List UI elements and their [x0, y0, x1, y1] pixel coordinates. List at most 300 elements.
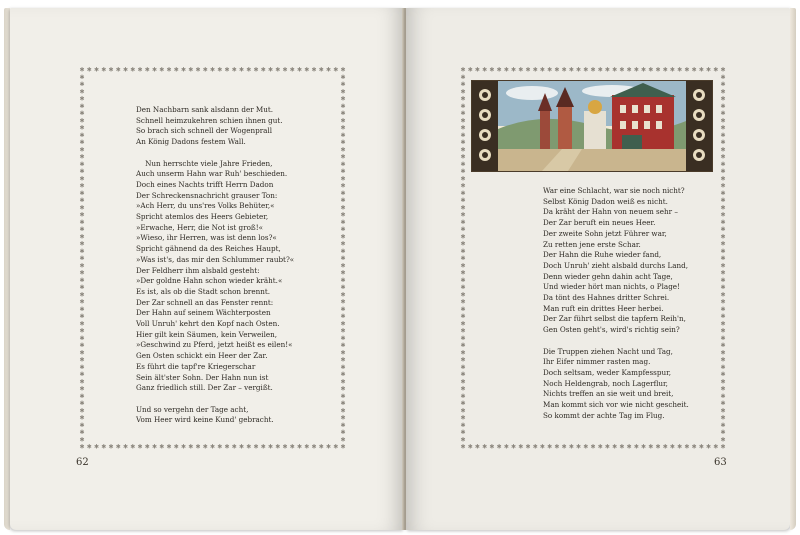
frame-star: ✱ — [460, 247, 466, 255]
poem-line: Es ist, als ob die Stadt schon brennt. — [136, 286, 271, 296]
frame-star: ✱ — [79, 291, 85, 299]
frame-star: ✱ — [340, 255, 346, 262]
frame-star: ✱ — [159, 443, 165, 451]
frame-star: ✱ — [304, 443, 310, 451]
frame-star: ✱ — [597, 443, 603, 451]
frame-star: ✱ — [267, 443, 274, 451]
frame-star: ✱ — [137, 443, 143, 451]
frame-star: ✱ — [460, 88, 466, 96]
frame-star: ✱ — [720, 131, 726, 139]
frame-star: ✱ — [460, 73, 466, 81]
frame-star: ✱ — [720, 146, 726, 154]
frame-star: ✱ — [79, 175, 85, 183]
frame-star: ✱ — [460, 313, 466, 320]
frame-star: ✱ — [79, 414, 85, 422]
frame-star: ✱ — [333, 66, 339, 74]
frame-star: ✱ — [489, 443, 495, 451]
frame-star: ✱ — [275, 443, 281, 451]
frame-star: ✱ — [166, 443, 172, 451]
frame-star: ✱ — [159, 66, 165, 74]
frame-star: ✱ — [289, 66, 295, 74]
poem-line: Der Hahn die Ruhe wieder fand, — [543, 250, 662, 260]
frame-star: ✱ — [340, 421, 346, 429]
frame-star: ✱ — [547, 66, 553, 74]
frame-star: ✱ — [720, 349, 726, 357]
frame-star: ✱ — [604, 66, 610, 74]
frame-star: ✱ — [576, 66, 582, 74]
frame-star: ✱ — [460, 131, 466, 139]
frame-star: ✱ — [460, 189, 466, 197]
frame-star: ✱ — [340, 146, 346, 154]
frame-star: ✱ — [460, 197, 466, 204]
frame-star: ✱ — [698, 66, 704, 74]
frame-star: ✱ — [340, 168, 346, 175]
poem-line: Der Zar beruft ein neues Heer. — [543, 218, 656, 228]
frame-star: ✱ — [633, 443, 639, 451]
frame-star: ✱ — [677, 66, 683, 74]
frame-star: ✱ — [576, 443, 582, 451]
frame-star: ✱ — [460, 168, 466, 175]
frame-star: ✱ — [720, 429, 726, 436]
frame-star: ✱ — [460, 182, 466, 190]
frame-star: ✱ — [79, 443, 85, 451]
frame-star: ✱ — [532, 66, 538, 74]
frame-star: ✱ — [311, 66, 317, 74]
frame-star: ✱ — [539, 66, 545, 74]
frame-star: ✱ — [340, 102, 346, 110]
frame-star: ✱ — [209, 443, 216, 451]
frame-star: ✱ — [93, 443, 100, 451]
poem-line: Der Hahn auf seinem Wächterposten — [136, 308, 271, 318]
frame-star: ✱ — [460, 320, 466, 328]
frame-star: ✱ — [583, 66, 589, 74]
poem-line: Nun herrschte viele Jahre Frieden, — [136, 158, 273, 168]
frame-star: ✱ — [340, 436, 346, 444]
frame-star: ✱ — [79, 378, 85, 386]
frame-star: ✱ — [340, 182, 346, 190]
frame-star: ✱ — [209, 66, 216, 74]
frame-star: ✱ — [79, 342, 85, 349]
poem-line: »Der goldne Hahn schon wieder kräht.« — [136, 276, 283, 286]
frame-star: ✱ — [662, 443, 668, 451]
poem-line: Ganz friedlich still. Der Zar – vergißt. — [136, 383, 273, 393]
poem-line: Doch eines Nachts trifft Herrn Dadon — [136, 179, 274, 189]
frame-star: ✱ — [460, 240, 466, 248]
frame-star: ✱ — [86, 66, 92, 74]
poem-line: Spricht gähnend da des Reiches Haupt, — [136, 244, 281, 254]
frame-star: ✱ — [79, 153, 85, 161]
frame-star: ✱ — [246, 443, 252, 451]
frame-star: ✱ — [720, 385, 726, 393]
frame-star: ✱ — [340, 305, 346, 313]
frame-star: ✱ — [460, 160, 466, 168]
frame-star: ✱ — [590, 443, 596, 451]
poem-line: So brach sich schnell der Wogenprall — [136, 126, 273, 136]
frame-star: ✱ — [79, 400, 85, 407]
frame-star: ✱ — [460, 233, 466, 241]
frame-star: ✱ — [460, 371, 466, 378]
poem-line: Der Schreckensnachricht grauser Ton: — [136, 190, 278, 200]
frame-star: ✱ — [202, 443, 208, 451]
frame-star: ✱ — [460, 378, 466, 386]
frame-star: ✱ — [619, 443, 625, 451]
frame-star: ✱ — [460, 327, 466, 335]
frame-star: ✱ — [720, 269, 726, 277]
frame-star: ✱ — [590, 66, 596, 74]
frame-star: ✱ — [677, 443, 683, 451]
frame-star: ✱ — [79, 168, 85, 175]
frame-star: ✱ — [101, 66, 107, 74]
frame-star: ✱ — [460, 291, 466, 299]
frame-star: ✱ — [720, 342, 726, 349]
frame-star: ✱ — [720, 168, 726, 175]
frame-star: ✱ — [669, 66, 675, 74]
frame-star: ✱ — [173, 66, 179, 74]
frame-star: ✱ — [720, 305, 726, 313]
frame-star: ✱ — [130, 443, 136, 451]
frame-star: ✱ — [460, 429, 466, 436]
frame-star: ✱ — [253, 66, 259, 74]
frame-star: ✱ — [173, 443, 179, 451]
frame-star: ✱ — [460, 356, 466, 364]
frame-star: ✱ — [340, 233, 346, 241]
poem-line: Noch Heldengrab, noch Lagerflur, — [543, 378, 668, 388]
frame-star: ✱ — [79, 117, 85, 125]
frame-star: ✱ — [568, 66, 574, 74]
frame-star: ✱ — [720, 320, 726, 328]
frame-star: ✱ — [706, 66, 712, 74]
poem-line: So kommt der achte Tag im Flug. — [543, 410, 665, 420]
frame-star: ✱ — [151, 443, 158, 451]
frame-star: ✱ — [260, 443, 266, 451]
frame-star: ✱ — [460, 81, 466, 88]
frame-star: ✱ — [180, 443, 187, 451]
frame-star: ✱ — [79, 371, 85, 378]
frame-star: ✱ — [460, 255, 466, 262]
frame-star: ✱ — [130, 66, 136, 74]
frame-star: ✱ — [340, 95, 346, 103]
frame-star: ✱ — [503, 443, 509, 451]
poem-line: Sein ält'ster Sohn. Der Hahn nun ist — [136, 372, 269, 382]
frame-star: ✱ — [79, 320, 85, 328]
frame-star: ✱ — [720, 81, 726, 88]
frame-star: ✱ — [720, 95, 726, 103]
frame-star: ✱ — [561, 443, 567, 451]
frame-star: ✱ — [518, 443, 524, 451]
frame-star: ✱ — [79, 226, 85, 233]
frame-star: ✱ — [122, 443, 129, 451]
poem-line: Und so vergehn der Tage acht, — [136, 404, 249, 414]
frame-star: ✱ — [238, 66, 245, 74]
frame-star: ✱ — [108, 66, 114, 74]
frame-star: ✱ — [474, 443, 480, 451]
frame-star: ✱ — [720, 400, 726, 407]
frame-star: ✱ — [641, 66, 647, 74]
frame-star: ✱ — [79, 146, 85, 154]
frame-star: ✱ — [340, 284, 346, 291]
frame-star: ✱ — [460, 218, 466, 226]
frame-star: ✱ — [318, 443, 324, 451]
frame-star: ✱ — [340, 66, 346, 74]
frame-star: ✱ — [79, 81, 85, 88]
frame-star: ✱ — [340, 327, 346, 335]
frame-star: ✱ — [720, 175, 726, 183]
poem-line: »Geschwind zu Pferd, jetzt heißt es eilen!« — [136, 340, 293, 350]
frame-star: ✱ — [340, 175, 346, 183]
frame-star: ✱ — [720, 102, 726, 110]
frame-star: ✱ — [482, 443, 488, 451]
frame-star: ✱ — [79, 305, 85, 313]
frame-star: ✱ — [340, 131, 346, 139]
poem-line: Spricht atemlos des Heers Gebieter, — [136, 212, 269, 222]
frame-star: ✱ — [340, 139, 346, 146]
frame-star: ✱ — [325, 66, 332, 74]
frame-star: ✱ — [503, 66, 509, 74]
frame-star: ✱ — [460, 226, 466, 233]
frame-star: ✱ — [460, 117, 466, 125]
frame-star: ✱ — [93, 66, 100, 74]
poem-line: »Erwache, Herr, die Not ist groß!« — [136, 222, 264, 232]
frame-star: ✱ — [525, 443, 531, 451]
frame-star: ✱ — [304, 66, 310, 74]
frame-star: ✱ — [720, 262, 726, 270]
frame-star: ✱ — [626, 443, 632, 451]
frame-star: ✱ — [460, 175, 466, 183]
frame-star: ✱ — [648, 66, 654, 74]
frame-star: ✱ — [79, 429, 85, 436]
frame-star: ✱ — [460, 298, 466, 306]
frame-star: ✱ — [720, 298, 726, 306]
frame-star: ✱ — [720, 363, 726, 371]
frame-star: ✱ — [340, 204, 346, 212]
poem-line: Ihr Eifer nimmer rasten mag. — [543, 357, 651, 367]
frame-star: ✱ — [720, 189, 726, 197]
frame-star: ✱ — [79, 160, 85, 168]
poem-line: »Wieso, ihr Herren, was ist denn los?« — [136, 233, 277, 243]
frame-star: ✱ — [633, 66, 639, 74]
frame-star: ✱ — [79, 421, 85, 429]
frame-star: ✱ — [518, 66, 524, 74]
frame-star: ✱ — [720, 291, 726, 299]
frame-star: ✱ — [79, 284, 85, 291]
frame-star: ✱ — [720, 153, 726, 161]
frame-star: ✱ — [79, 392, 85, 400]
frame-star: ✱ — [340, 342, 346, 349]
frame-star: ✱ — [267, 66, 274, 74]
frame-star: ✱ — [340, 240, 346, 248]
frame-star: ✱ — [720, 247, 726, 255]
frame-star: ✱ — [282, 443, 288, 451]
frame-star: ✱ — [79, 211, 85, 219]
frame-star: ✱ — [231, 66, 237, 74]
stanza-gap — [136, 394, 294, 405]
frame-star: ✱ — [467, 66, 473, 74]
frame-star: ✱ — [460, 414, 466, 422]
frame-star: ✱ — [460, 95, 466, 103]
frame-star: ✱ — [238, 443, 245, 451]
frame-star: ✱ — [333, 443, 339, 451]
poem-line: Der zweite Sohn jetzt Führer war, — [543, 228, 667, 238]
page-number-left: 62 — [76, 457, 89, 468]
frame-star: ✱ — [79, 124, 85, 132]
frame-star: ✱ — [612, 66, 618, 74]
frame-star: ✱ — [720, 226, 726, 233]
poem-line: Selbst König Dadon weiß es nicht. — [543, 196, 668, 206]
frame-star: ✱ — [340, 291, 346, 299]
frame-star: ✱ — [340, 385, 346, 393]
frame-star: ✱ — [460, 363, 466, 371]
frame-star: ✱ — [720, 88, 726, 96]
poem-line: Hier gilt kein Säumen, kein Verweilen, — [136, 329, 278, 339]
frame-star: ✱ — [296, 443, 303, 451]
frame-star: ✱ — [460, 276, 466, 284]
frame-star: ✱ — [583, 443, 589, 451]
frame-star: ✱ — [340, 73, 346, 81]
frame-star: ✱ — [79, 247, 85, 255]
frame-star: ✱ — [460, 269, 466, 277]
frame-star: ✱ — [720, 392, 726, 400]
frame-star: ✱ — [340, 356, 346, 364]
frame-star: ✱ — [325, 443, 332, 451]
frame-star: ✱ — [144, 443, 150, 451]
right-page-poem — [543, 186, 689, 421]
frame-star: ✱ — [340, 349, 346, 357]
frame-star: ✱ — [619, 66, 625, 74]
frame-star: ✱ — [180, 66, 187, 74]
frame-star: ✱ — [511, 443, 517, 451]
frame-star: ✱ — [720, 421, 726, 429]
frame-star: ✱ — [720, 334, 726, 342]
poem-line: Schnell heimzukehren schien ihnen gut. — [136, 115, 283, 125]
poem-line: An König Dadons festem Wall. — [136, 137, 246, 147]
frame-star: ✱ — [720, 160, 726, 168]
frame-star: ✱ — [460, 110, 466, 117]
frame-star: ✱ — [720, 211, 726, 219]
frame-star: ✱ — [188, 66, 194, 74]
frame-star: ✱ — [79, 110, 85, 117]
frame-star: ✱ — [340, 117, 346, 125]
frame-star: ✱ — [340, 218, 346, 226]
frame-star: ✱ — [340, 407, 346, 415]
frame-star: ✱ — [460, 342, 466, 349]
illustration-image — [472, 81, 712, 171]
frame-star: ✱ — [246, 66, 252, 74]
frame-star: ✱ — [289, 443, 295, 451]
town-illustration — [471, 80, 713, 172]
frame-star: ✱ — [511, 66, 517, 74]
frame-star: ✱ — [340, 320, 346, 328]
frame-star: ✱ — [460, 102, 466, 110]
frame-star: ✱ — [188, 443, 194, 451]
frame-star: ✱ — [720, 255, 726, 262]
frame-star: ✱ — [79, 327, 85, 335]
frame-star: ✱ — [340, 189, 346, 197]
frame-star: ✱ — [79, 218, 85, 226]
frame-star: ✱ — [720, 73, 726, 81]
page-number-right: 63 — [714, 457, 727, 468]
frame-star: ✱ — [597, 66, 603, 74]
frame-star: ✱ — [460, 385, 466, 393]
frame-star: ✱ — [713, 66, 719, 74]
frame-star: ✱ — [79, 436, 85, 444]
frame-star: ✱ — [340, 276, 346, 284]
frame-star: ✱ — [108, 443, 114, 451]
frame-star: ✱ — [79, 298, 85, 306]
frame-star: ✱ — [684, 443, 690, 451]
poem-line: Denn wieder gehn dahin acht Tage, — [543, 271, 673, 281]
frame-star: ✱ — [720, 240, 726, 248]
poem-line: Doch Unruh' zieht alsbald durchs Land, — [543, 260, 689, 270]
frame-star: ✱ — [496, 66, 502, 74]
frame-star: ✱ — [460, 211, 466, 219]
frame-star: ✱ — [79, 313, 85, 320]
frame-star: ✱ — [720, 117, 726, 125]
frame-star: ✱ — [340, 269, 346, 277]
frame-star: ✱ — [482, 66, 488, 74]
poem-line: Da kräht der Hahn von neuem sehr – — [543, 207, 678, 217]
frame-star: ✱ — [79, 95, 85, 103]
poem-line: Der Feldherr ihm alsbald gesteht: — [136, 265, 260, 275]
poem-line: Nichts treffen an sie weit und breit, — [543, 389, 674, 399]
frame-star: ✱ — [467, 443, 473, 451]
frame-star: ✱ — [340, 88, 346, 96]
frame-star: ✱ — [340, 211, 346, 219]
frame-star: ✱ — [224, 66, 230, 74]
poem-line: Zu retten jene erste Schar. — [543, 239, 641, 249]
frame-star: ✱ — [340, 160, 346, 168]
frame-star: ✱ — [626, 66, 632, 74]
poem-line: Es führt die tapf're Kriegerschar — [136, 361, 256, 371]
frame-star: ✱ — [79, 204, 85, 212]
frame-star: ✱ — [648, 443, 654, 451]
frame-star: ✱ — [474, 66, 480, 74]
frame-star: ✱ — [318, 66, 324, 74]
frame-star: ✱ — [311, 443, 317, 451]
frame-star: ✱ — [166, 66, 172, 74]
frame-star: ✱ — [720, 356, 726, 364]
frame-star: ✱ — [532, 443, 538, 451]
frame-star: ✱ — [460, 139, 466, 146]
frame-star: ✱ — [86, 443, 92, 451]
poem-line: Gen Osten schickt ein Heer der Zar. — [136, 351, 268, 361]
frame-star: ✱ — [720, 218, 726, 226]
poem-line: War eine Schlacht, war sie noch nicht? — [543, 186, 685, 195]
frame-star: ✱ — [720, 407, 726, 415]
poem-line: »Ach Herr, du uns'res Volks Behüter,« — [136, 201, 275, 211]
poem-line: Da tönt des Hahnes dritter Schrei. — [543, 293, 670, 303]
frame-star: ✱ — [340, 262, 346, 270]
frame-star: ✱ — [460, 153, 466, 161]
frame-star: ✱ — [260, 66, 266, 74]
frame-star: ✱ — [282, 66, 288, 74]
frame-star: ✱ — [720, 204, 726, 212]
frame-star: ✱ — [217, 443, 223, 451]
frame-star: ✱ — [720, 371, 726, 378]
poem-line: Die Truppen ziehen Nacht und Tag, — [543, 346, 673, 356]
frame-star: ✱ — [79, 407, 85, 415]
poem-line: Den Nachbarn sank alsdann der Mut. — [136, 105, 274, 114]
frame-star: ✱ — [340, 226, 346, 233]
frame-star: ✱ — [79, 102, 85, 110]
frame-star: ✱ — [79, 66, 85, 74]
frame-star: ✱ — [720, 139, 726, 146]
frame-star: ✱ — [340, 81, 346, 88]
poem-line: »Was ist's, das mir den Schlummer raubt?« — [136, 254, 295, 264]
frame-star: ✱ — [460, 262, 466, 270]
frame-star: ✱ — [460, 204, 466, 212]
frame-star: ✱ — [79, 240, 85, 248]
frame-star: ✱ — [79, 139, 85, 146]
